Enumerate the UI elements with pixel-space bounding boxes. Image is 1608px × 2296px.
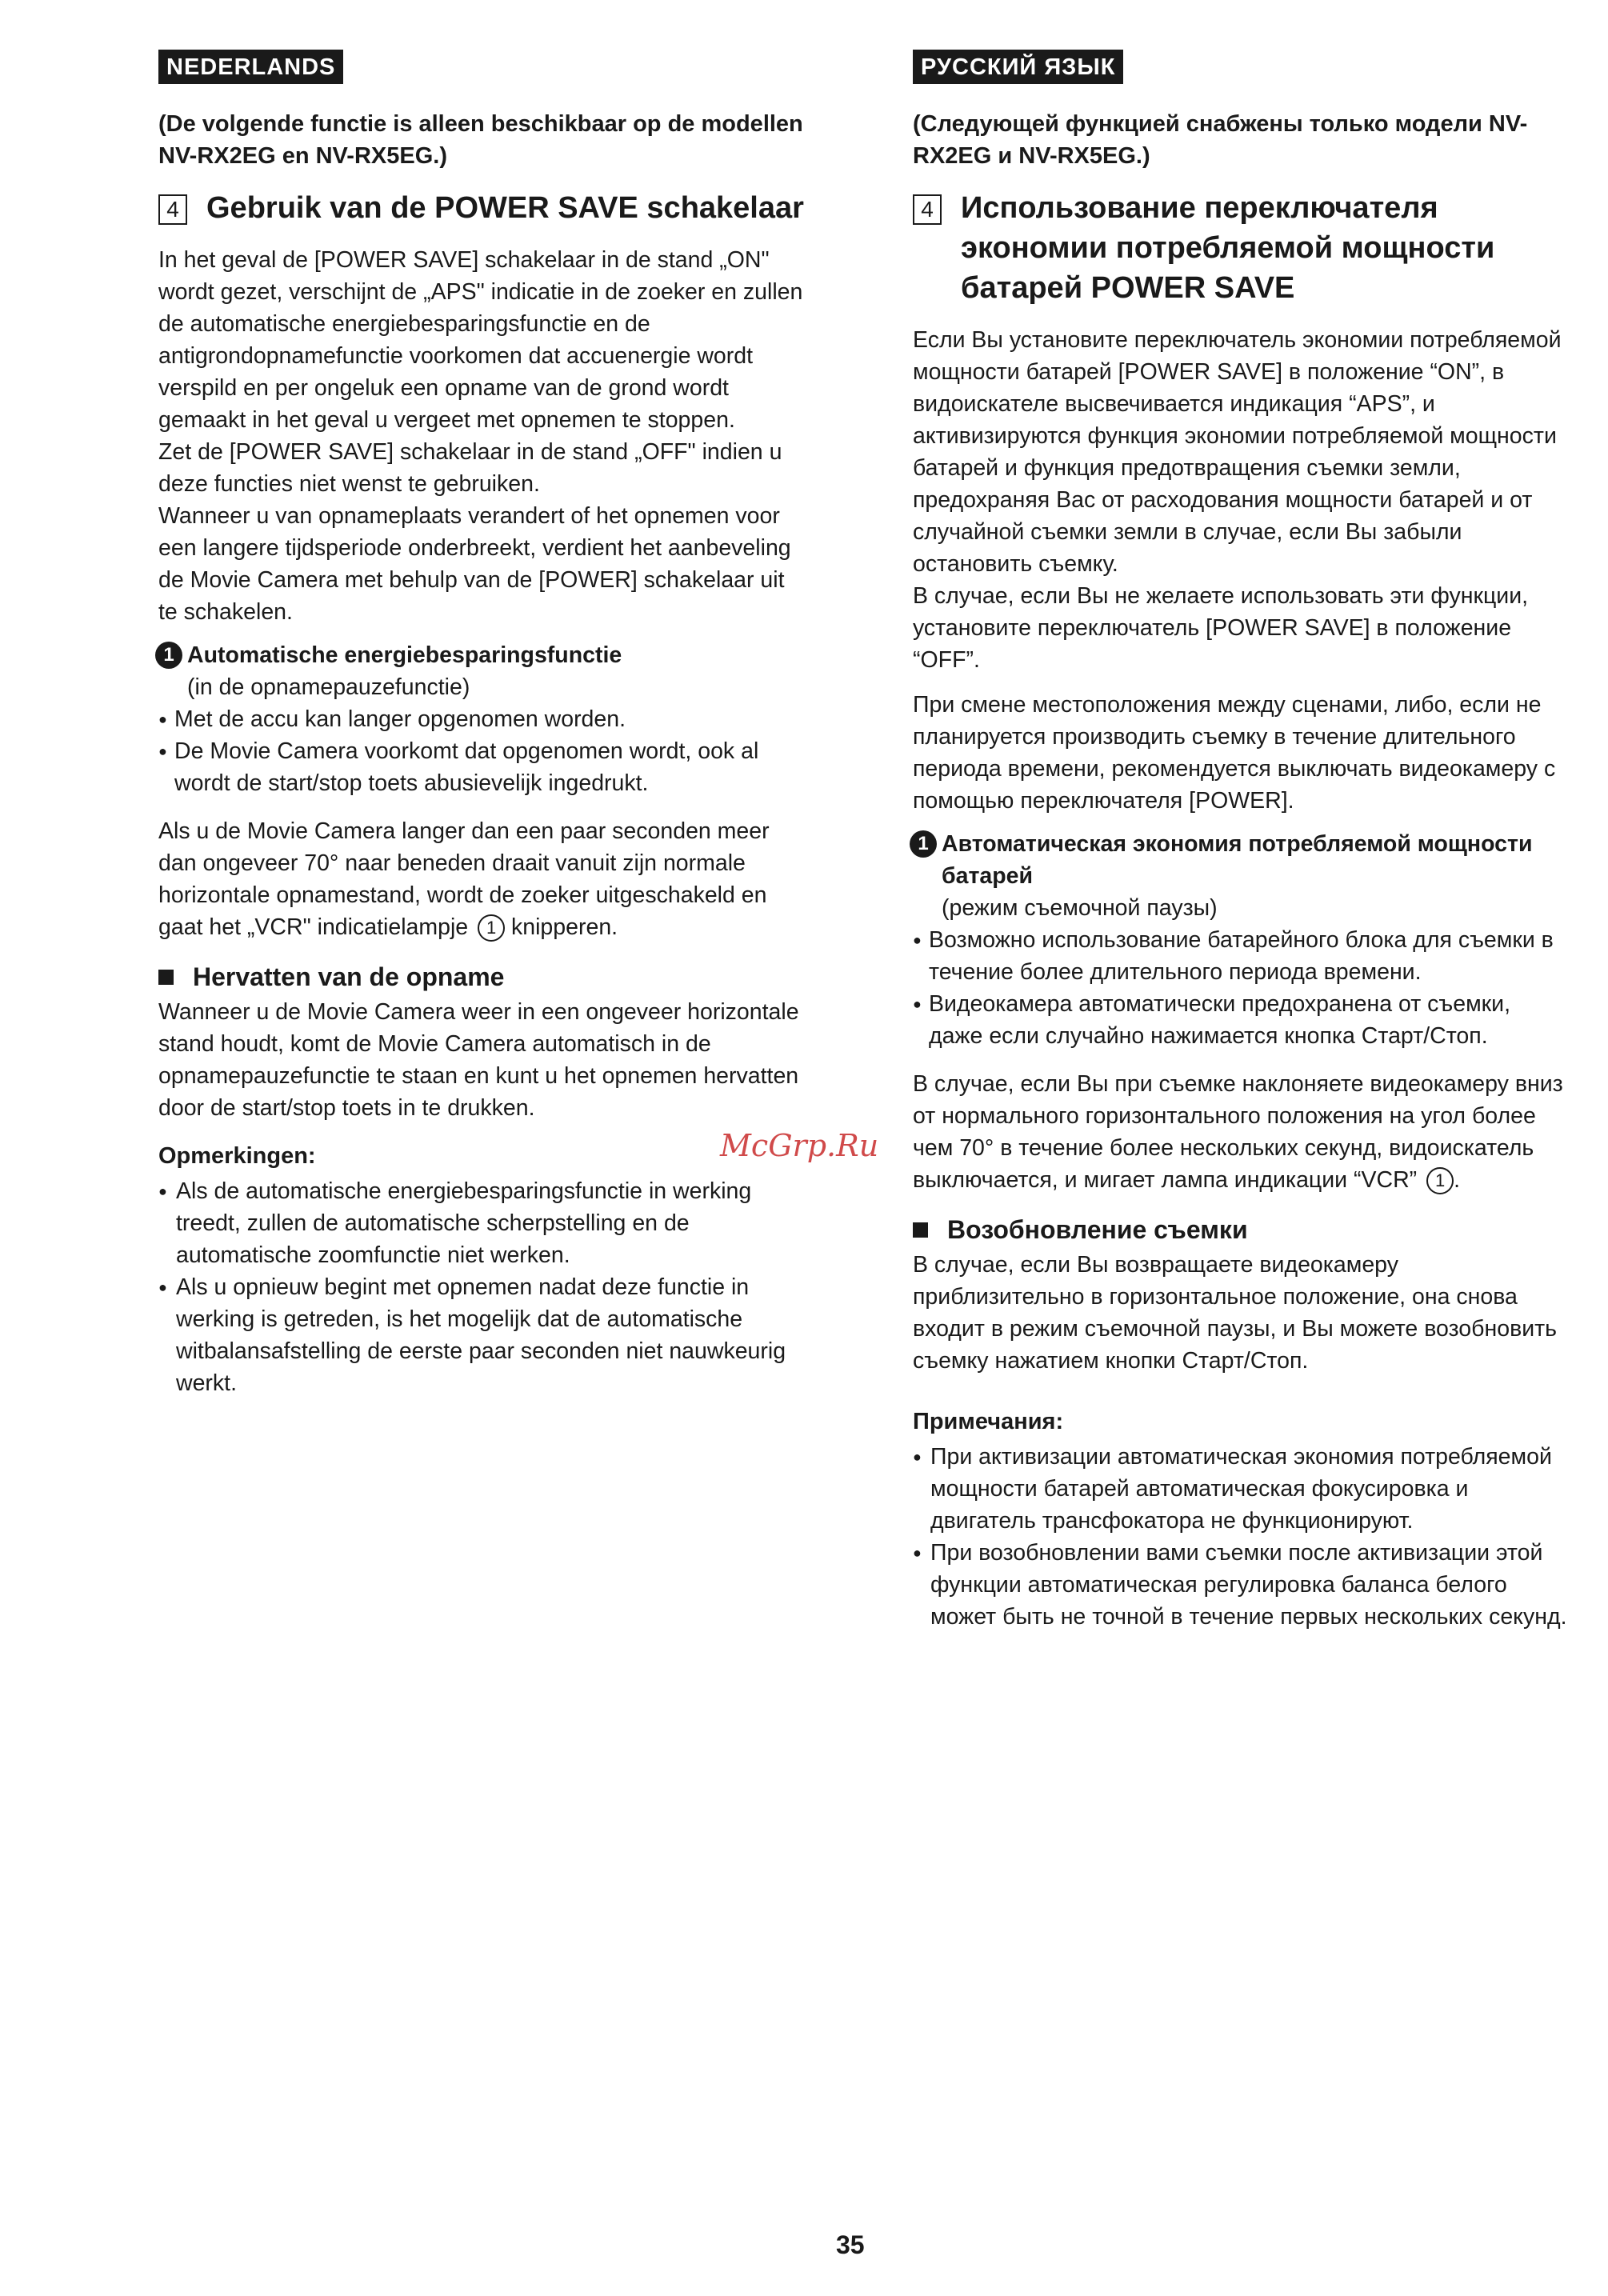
language-tab-dutch: NEDERLANDS: [158, 50, 343, 84]
notes-title: Примечания:: [913, 1409, 1064, 1434]
notes-list: [158, 1175, 806, 1399]
list-item: ● Als de automatische energiebesparingsfunctie in werking treedt, zullen de automatische scherpstelling en de automatische zoomfunctie niet werken.: [158, 1175, 806, 1271]
tilt-text-tail: .: [1454, 1167, 1461, 1193]
section-number-box: 4: [158, 194, 187, 225]
function-item-heading: [158, 639, 806, 671]
availability-note: (De volgende functie is alleen beschikbaar op de modellen NV-RX2EG en NV-RX5EG.): [158, 111, 803, 169]
function-item-title: Automatische energiebesparingsfunctie: [187, 642, 622, 668]
tilt-paragraph: [913, 1068, 1569, 1196]
function-item-subtitle: (режим съемочной паузы): [942, 895, 1218, 921]
function-item: [158, 639, 806, 799]
section-heading: [913, 188, 1569, 308]
resume-paragraph: Wanneer u de Movie Camera weer in een ongeveer horizontale stand houdt, komt de Movie Camera automatisch in de opnamepauzefunctie te staan en kunt u het opnemen hervatten door de start/stop toets in te drukken.: [158, 999, 799, 1121]
function-item-bullets: [158, 703, 806, 799]
indicator-reference-icon: 1: [1426, 1167, 1454, 1194]
list-item: ● Возможно использование батарейного блока для съемки в течение более длительного периода времени.: [913, 924, 1569, 988]
list-item: ● При активизации автоматическая экономия потребляемой мощности батарей автоматическая фокусировка и двигатель трансфокатора не функционируют.: [913, 1441, 1569, 1537]
russian-column: [913, 50, 1569, 1633]
availability-note: (Следующей функцией снабжены только модели NV-RX2EG и NV-RX5EG.): [913, 111, 1528, 169]
intro-paragraph: Wanneer u van opnameplaats verandert of het opnemen voor een langere tijdsperiode onderbreekt, verdient het aanbeveling de Movie Camera met behulp van de [POWER] schakelaar uit te schakelen.: [158, 503, 791, 625]
intro-paragraph: При смене местоположения между сценами, либо, если не планируется производить съемку в течение длительного периода времени, рекомендуется выключать видеокамеру с помощью переключателя [POWER].: [913, 692, 1556, 814]
intro-paragraph: В случае, если Вы не желаете использовать эти функции, установите переключатель [POWER SAVE] в положение “OFF”.: [913, 583, 1529, 673]
resume-heading-text: Hervatten van de opname: [193, 962, 505, 991]
list-item: ● Видеокамера автоматически предохранена от съемки, даже если случайно нажимается кнопка Старт/Стоп.: [913, 988, 1569, 1052]
notes-title: Opmerkingen:: [158, 1143, 316, 1169]
square-bullet-icon: [913, 1222, 928, 1238]
list-item: ● Met de accu kan langer opgenomen worden.: [158, 703, 806, 735]
function-item-heading: [913, 828, 1569, 892]
item-number-badge: 1: [910, 830, 937, 858]
indicator-reference-icon: 1: [478, 914, 505, 942]
function-item-title: Автоматическая экономия потребляемой мощности батарей: [942, 831, 1533, 889]
square-bullet-icon: [158, 970, 174, 985]
function-item: [913, 828, 1569, 1052]
resume-heading: [913, 1214, 1569, 1246]
intro-paragraph: Если Вы установите переключатель экономии потребляемой мощности батарей [POWER SAVE] в положение “ON”, в видоискателе высвечивается индикация “APS”, и активизируются функция экономии потребляемой мощности батарей и функция предотвращения съемки земли, предохраняя Вас от расходования мощности батарей и от случайной съемки земли в случае, если Вы забыли остановить съемку.: [913, 327, 1562, 577]
resume-paragraph: В случае, если Вы возвращаете видеокамеру приблизительно в горизонтальное положение, она снова входит в режим съемочной паузы, и Вы можете возобновить съемку нажатием кнопки Старт/Стоп.: [913, 1252, 1558, 1374]
item-number-badge: 1: [155, 642, 182, 669]
resume-heading: [158, 961, 806, 993]
list-item: ● Als u opnieuw begint met opnemen nadat deze functie in werking is getreden, is het mogelijk dat de automatische witbalansafstelling de eerste paar seconden niet nauwkeurig werkt.: [158, 1271, 806, 1399]
page-number: 35: [836, 2230, 865, 2259]
intro-paragraph: In het geval de [POWER SAVE] schakelaar in de stand „ON" wordt gezet, verschijnt de „APS" indicatie in de zoeker en zullen de automatische energiebesparingsfunctie en de antigrondopnamefunctie voorkomen dat accuenergie wordt verspild en per ongeluk een opname van de grond wordt gemaakt in het geval u vergeet met opnemen te stoppen.: [158, 247, 803, 433]
dutch-column: [158, 50, 806, 1399]
intro-text: [158, 244, 806, 628]
section-title: Использование переключателя экономии потребляемой мощности батарей POWER SAVE: [961, 191, 1495, 305]
list-item: ● De Movie Camera voorkomt dat opgenomen wordt, ook al wordt de start/stop toets abusievelijk ingedrukt.: [158, 735, 806, 799]
function-item-bullets: [913, 924, 1569, 1052]
section-heading: [158, 188, 806, 228]
language-tab-russian: РУССКИЙ ЯЗЫК: [913, 50, 1123, 84]
tilt-text-tail: knipperen.: [511, 914, 618, 940]
tilt-text: В случае, если Вы при съемке наклоняете видеокамеру вниз от нормального горизонтального положения на угол более чем 70° в течение более нескольких секунд, видоискатель выключается, и мигает лампа индикации “VCR”: [913, 1071, 1563, 1193]
section-number-box: 4: [913, 194, 942, 225]
resume-heading-text: Возобновление съемки: [947, 1215, 1248, 1244]
tilt-paragraph: [158, 815, 806, 943]
function-item-subtitle: (in de opnamepauzefunctie): [187, 674, 470, 700]
watermark: McGrp.Ru: [720, 1128, 879, 1163]
intro-text: [913, 324, 1569, 817]
tilt-text: Als u de Movie Camera langer dan een paar seconden meer dan ongeveer 70° naar beneden draait vanuit zijn normale horizontale opnamestand, wordt de zoeker uitgeschakeld en gaat het „VCR" indicatielampje: [158, 818, 770, 940]
intro-paragraph: Zet de [POWER SAVE] schakelaar in de stand „OFF" indien u deze functies niet wenst te gebruiken.: [158, 439, 782, 497]
list-item: ● При возобновлении вами съемки после активизации этой функции автоматическая регулировка баланса белого может быть не точной в течение первых нескольких секунд.: [913, 1537, 1569, 1633]
notes-list: [913, 1441, 1569, 1633]
section-title: Gebruik van de POWER SAVE schakelaar: [206, 191, 804, 225]
